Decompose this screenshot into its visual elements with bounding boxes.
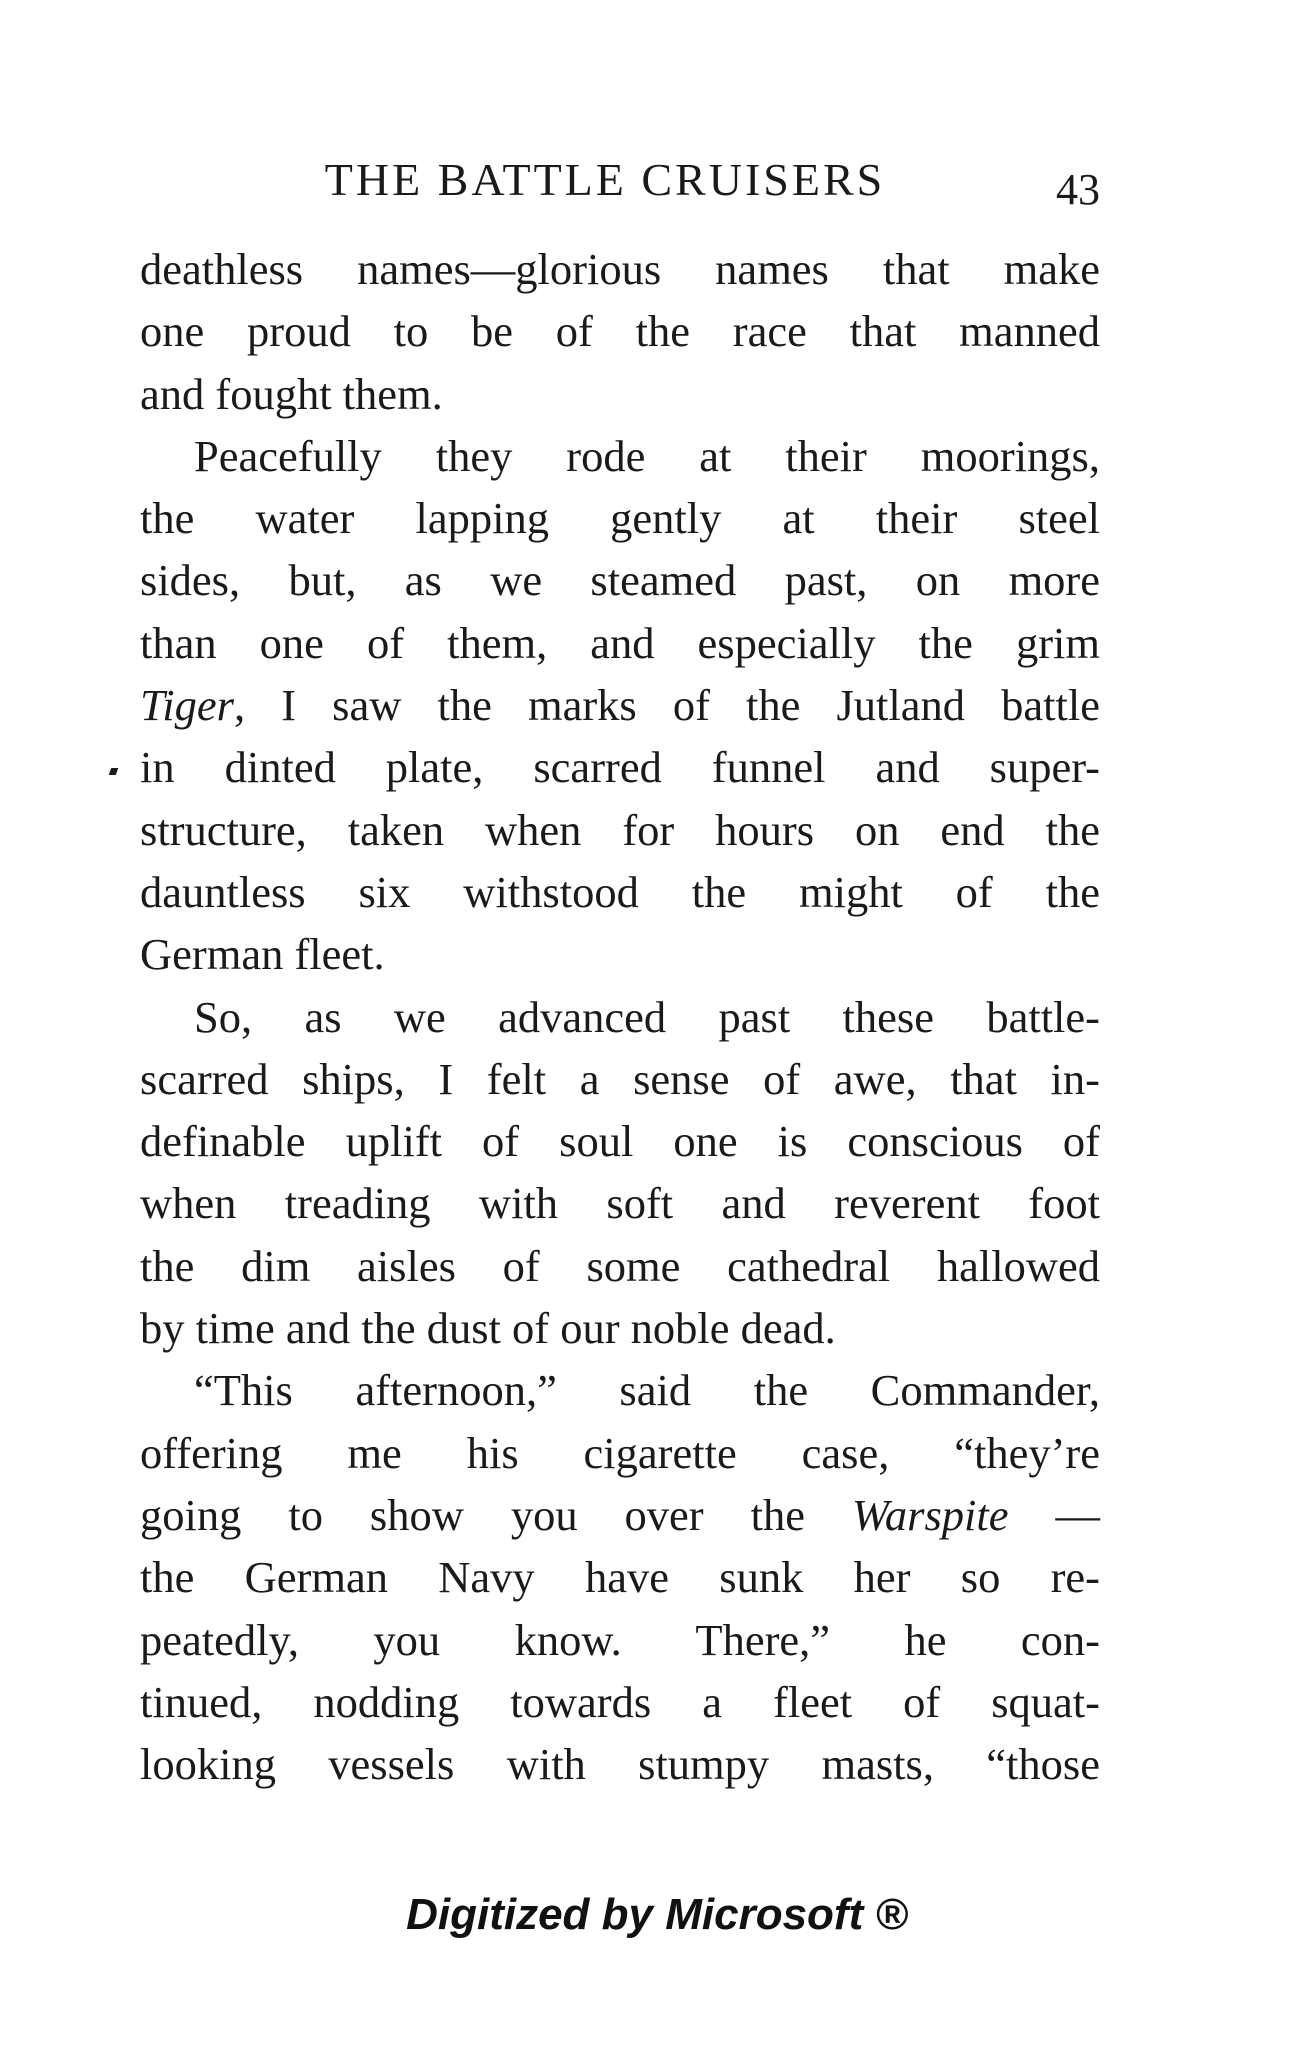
stray-ink-mark bbox=[109, 768, 119, 775]
paragraph bbox=[140, 425, 1100, 986]
text-line: peatedly, you know. There,” he con- bbox=[140, 1614, 1100, 1665]
text-line: Tiger, I saw the marks of the Jutland battle bbox=[140, 680, 1100, 731]
text-line: looking vessels with stumpy masts, “those bbox=[140, 1739, 1100, 1790]
paragraph bbox=[140, 238, 1100, 425]
text-line: tinued, nodding towards a fleet of squat- bbox=[140, 1676, 1100, 1727]
text-line: scarred ships, I felt a sense of awe, that in- bbox=[140, 1053, 1100, 1104]
digitization-watermark: Digitized by Microsoft ® bbox=[406, 1890, 908, 1939]
ship-name: Warspite bbox=[851, 1489, 1009, 1540]
text-line: offering me his cigarette case, “they’re bbox=[140, 1427, 1100, 1478]
text-line: “This afternoon,” said the Commander, bbox=[194, 1365, 1100, 1416]
text-line: German fleet. bbox=[140, 929, 385, 980]
body-text bbox=[140, 238, 1100, 1795]
text-line: than one of them, and especially the grim bbox=[140, 617, 1100, 668]
paragraph bbox=[140, 986, 1100, 1360]
text-line: the dim aisles of some cathedral hallowed bbox=[140, 1240, 1100, 1291]
text-line: when treading with soft and reverent foot bbox=[140, 1178, 1100, 1229]
text-line: dauntless six withstood the might of the bbox=[140, 866, 1100, 917]
running-title: THE BATTLE CRUISERS bbox=[324, 154, 886, 205]
text-line: going to show you over the Warspite — bbox=[140, 1489, 1100, 1540]
running-head bbox=[140, 150, 1100, 214]
text-line: one proud to be of the race that manned bbox=[140, 306, 1100, 357]
text-line: by time and the dust of our noble dead. bbox=[140, 1303, 836, 1354]
text-line: in dinted plate, scarred funnel and super- bbox=[140, 742, 1100, 793]
text-line: sides, but, as we steamed past, on more bbox=[140, 555, 1100, 606]
text-line: deathless names—glorious names that make bbox=[140, 244, 1100, 294]
page-number: 43 bbox=[1056, 165, 1100, 214]
text-line: So, as we advanced past these battle- bbox=[194, 991, 1100, 1042]
ship-name: Tiger bbox=[140, 680, 234, 731]
text-line: structure, taken when for hours on end the bbox=[140, 804, 1100, 855]
text-line: the German Navy have sunk her so re- bbox=[140, 1552, 1100, 1603]
text-line: the water lapping gently at their steel bbox=[140, 493, 1100, 544]
text-line: and fought them. bbox=[140, 368, 443, 419]
paragraph bbox=[140, 1359, 1100, 1795]
text-line: Peacefully they rode at their moorings, bbox=[194, 430, 1100, 481]
text-line: definable uplift of soul one is conscious of bbox=[140, 1116, 1100, 1167]
